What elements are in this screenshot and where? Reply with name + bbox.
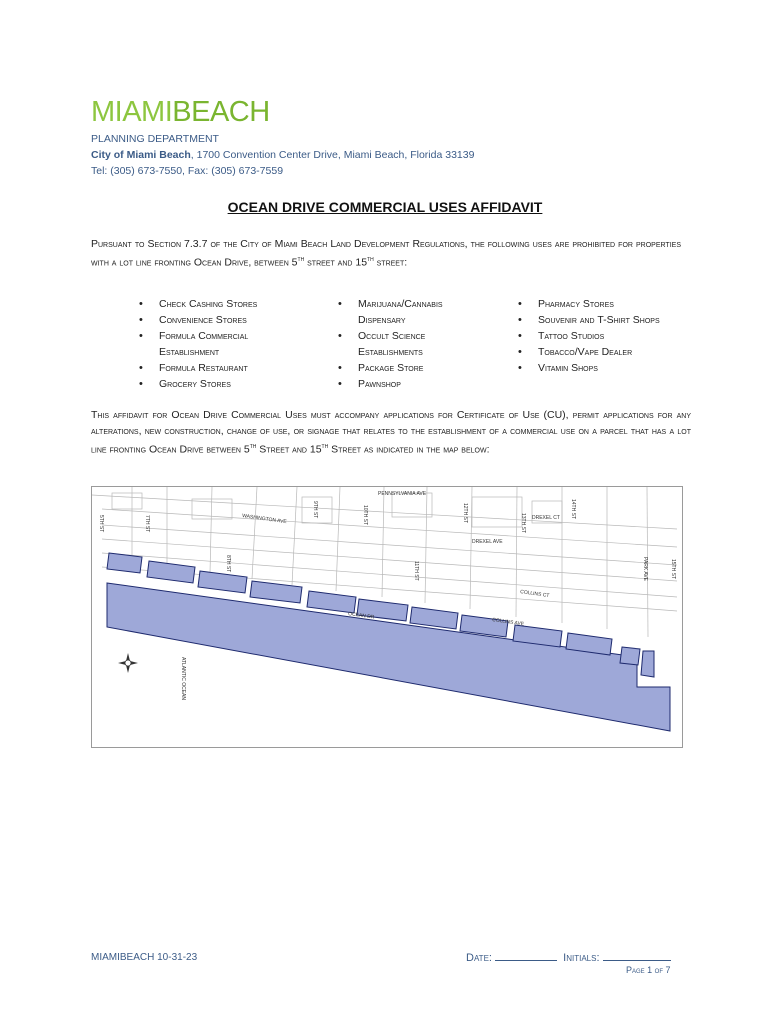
- city-address: [91, 149, 474, 161]
- list-item: • Occult Science Establishments: [334, 328, 474, 360]
- list-item: • Grocery Stores: [135, 376, 285, 392]
- compass-icon: [118, 653, 138, 673]
- department-label: PLANNING DEPARTMENT: [91, 133, 219, 145]
- phone-fax: Tel: (305) 673-7550, Fax: (305) 673-7559: [91, 165, 284, 177]
- map-label: DREXEL CT: [532, 515, 560, 521]
- map-label: 7TH ST: [144, 515, 150, 533]
- street-address: , 1700 Convention Center Drive, Miami Beach, Florida 33139: [190, 149, 475, 161]
- list-item: • Formula Commercial Establishment: [135, 328, 285, 360]
- intro-paragraph: [91, 236, 681, 271]
- map-label: ATLANTIC OCEAN: [180, 657, 186, 700]
- para-sup: th: [321, 443, 329, 450]
- footer-signature-fields: [466, 950, 671, 964]
- map-label: WASHINGTON AVE: [241, 513, 288, 526]
- intro-sup: th: [367, 256, 374, 263]
- map-label: PARK AVE: [642, 557, 648, 581]
- list-item: • Check Cashing Stores: [135, 296, 285, 312]
- list-item: • Vitamin Shops: [514, 360, 664, 376]
- date-label: Date:: [466, 952, 492, 964]
- affidavit-paragraph: [91, 407, 691, 458]
- map-label: PENNSYLVANIA AVE: [378, 491, 427, 497]
- footer-revision: MIAMIBEACH 10-31-23: [91, 952, 198, 963]
- list-item: • Convenience Stores: [135, 312, 285, 328]
- prohibited-uses-col1: [135, 296, 285, 392]
- list-item: • Package Store: [334, 360, 474, 376]
- map-label: 13TH ST: [520, 513, 526, 534]
- prohibited-uses-col2: [334, 296, 474, 392]
- list-item: • Formula Restaurant: [135, 360, 285, 376]
- intro-text: street and 15: [304, 256, 368, 269]
- map-label: 11TH ST: [413, 561, 419, 581]
- page-title: OCEAN DRIVE COMMERCIAL USES AFFIDAVIT: [227, 199, 543, 215]
- initials-label: Initials:: [563, 952, 600, 964]
- intro-text: Pursuant to Section 7.3.7 of the City of Miami Beach Land Development Regulations, the following uses are prohibited for properties with a lot line fronting Ocean Drive, between 5: [91, 238, 681, 269]
- para-text: Street and 15: [256, 443, 322, 456]
- map-label: 15TH ST: [670, 559, 676, 580]
- map-label: 14TH ST: [570, 499, 576, 520]
- map-label: 12TH ST: [462, 503, 468, 524]
- list-item: • Pawnshop: [334, 376, 474, 392]
- map-label: OCEAN DR: [347, 611, 375, 621]
- map-label: 9TH ST: [312, 501, 318, 519]
- map-label: 10TH ST: [362, 505, 368, 526]
- map-svg: [92, 487, 682, 747]
- intro-text: street:: [373, 256, 408, 269]
- map-label: DREXEL AVE: [472, 539, 503, 545]
- list-item: • Souvenir and T-Shirt Shops: [514, 312, 664, 328]
- para-sup: th: [249, 443, 257, 450]
- para-text: Street as indicated in the map below:: [328, 443, 490, 456]
- initials-field[interactable]: [603, 950, 671, 961]
- city-name: City of Miami Beach: [91, 149, 191, 161]
- logo-miami: MIAMI: [91, 96, 173, 128]
- list-item: • Tattoo Studios: [514, 328, 664, 344]
- map-label: 5TH ST: [98, 515, 104, 533]
- logo-beach: BEACH: [172, 96, 270, 128]
- map-label: 8TH ST: [225, 555, 231, 573]
- miami-beach-logo: [91, 96, 270, 129]
- map-label: COLLINS AVE: [491, 617, 525, 628]
- list-item: • Pharmacy Stores: [514, 296, 664, 312]
- intro-sup: th: [297, 256, 305, 263]
- list-item: • Tobacco/Vape Dealer: [514, 344, 664, 360]
- map-label: COLLINS CT: [519, 589, 550, 600]
- ocean-drive-map: [91, 486, 683, 748]
- list-item: • Marijuana/Cannabis Dispensary: [334, 296, 474, 328]
- para-text: This affidavit for Ocean Drive Commercial Uses must accompany applications for Certificate of Use (CU), permit applications for any alterations, new construction, change of use, or signage that relates to the establishment of a commercial use on a parcel that has a lot line fronting Ocean Drive between 5: [91, 409, 692, 456]
- prohibited-uses-col3: [514, 296, 664, 376]
- date-field[interactable]: [495, 950, 557, 961]
- page-number: Page 1 of 7: [626, 965, 671, 975]
